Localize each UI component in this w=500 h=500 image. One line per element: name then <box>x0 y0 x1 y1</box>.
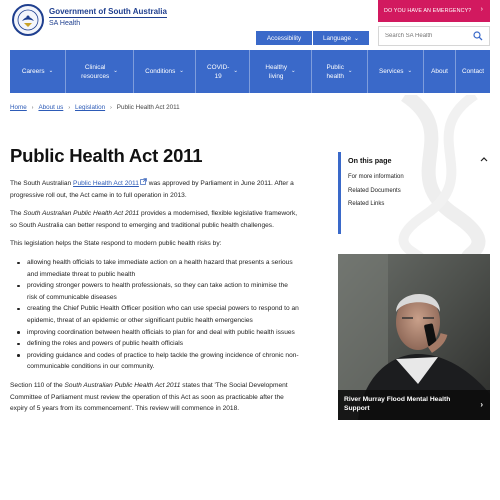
nav-item-label: Services <box>378 68 404 75</box>
search-icon[interactable] <box>473 31 483 43</box>
review-paragraph <box>10 380 300 415</box>
paragraph-text: The <box>10 210 24 218</box>
nav-item-covid-19[interactable] <box>196 50 250 93</box>
intro-paragraph <box>10 178 300 201</box>
list-item: defining the roles and powers of public health officials <box>10 338 300 350</box>
paragraph-text: was approved by Parliament in June 2011. After a progressive roll out, the Act came in to full operation in 2013. <box>10 180 294 199</box>
breadcrumb-current: Public Health Act 2011 <box>116 104 180 111</box>
nav-item-conditions[interactable] <box>134 50 196 93</box>
nav-item-label: Public health <box>326 63 344 80</box>
breadcrumb <box>10 104 180 111</box>
paragraph-text: Section 110 of the <box>10 381 65 389</box>
language-button[interactable] <box>313 31 369 45</box>
chevron-up-icon[interactable] <box>480 156 488 164</box>
breadcrumb-home[interactable]: Home <box>10 104 27 111</box>
on-page-link-more-info[interactable]: For more information <box>348 174 404 180</box>
chevron-down-icon: ⌄ <box>291 68 296 74</box>
search-input[interactable] <box>385 33 465 39</box>
list-item: creating the Chief Public Health Officer position who can use special powers to respond to an epidemic, threat of an epidemic or other significant public health emergencies <box>10 303 300 326</box>
nav-item-label: COVID- 19 <box>207 63 230 80</box>
breadcrumb-legislation[interactable]: Legislation <box>75 104 106 111</box>
paragraph-text: The South Australian <box>10 180 74 187</box>
nav-item-label: Healthy living <box>265 63 288 80</box>
arrow-right-icon: › <box>480 400 483 409</box>
chevron-down-icon: ⌄ <box>233 68 238 74</box>
nav-item-about[interactable] <box>424 50 456 93</box>
chevron-down-icon: ⌄ <box>347 68 353 74</box>
nav-item-public-health[interactable] <box>312 50 368 93</box>
chevron-down-icon: ⌄ <box>48 68 54 74</box>
paragraph-text: states that 'The Social Development Committee of Parliament must review the operation of this Act as soon as practicable after the expiry of 5 years from its commencement'. This review will commence in 2018. <box>10 381 288 413</box>
list-item: providing guidance and codes of practice to help tackle the growing incidence of chronic non-communicable conditions in our community. <box>10 350 300 373</box>
sa-health-label: SA Health <box>49 20 81 27</box>
list-item: providing stronger powers to health professionals, so they can take action to minimise the risk of communicable diseases <box>10 280 300 303</box>
accessibility-button[interactable]: Accessibility <box>256 31 312 45</box>
page-title: Public Health Act 2011 <box>10 145 203 166</box>
act-link-label: Public Health Act 2011 <box>73 180 139 187</box>
chevron-down-icon: ⌄ <box>354 35 360 42</box>
paragraph-text: provides a modernised, flexible legislative framework, so South Australia can better respond to emerging and traditional public health challenges. <box>10 210 298 229</box>
framework-paragraph <box>10 208 300 231</box>
nav-item-label: Careers <box>21 68 45 75</box>
nav-item-healthy-living[interactable] <box>250 50 312 93</box>
chevron-right-icon: › <box>110 104 112 111</box>
language-label: Language <box>322 34 351 42</box>
nav-item-label: Contact <box>461 68 485 75</box>
promo-caption <box>338 390 490 420</box>
nav-item-label: Clinical resources <box>81 63 110 80</box>
external-link-icon <box>140 178 147 185</box>
nav-item-label: Conditions <box>145 68 176 75</box>
nav-item-services[interactable] <box>368 50 424 93</box>
chevron-down-icon: ⌄ <box>179 68 184 74</box>
act-link[interactable] <box>73 180 147 187</box>
list-item: allowing health officials to take immediate action on a health hazard that presents a serious and immediate threat to public health <box>10 257 300 280</box>
nav-item-contact[interactable] <box>456 50 490 93</box>
list-item: improving coordination between health officials to plan for and deal with public health issues <box>10 327 300 339</box>
sa-crest-icon[interactable] <box>12 4 44 36</box>
nav-item-clinical-resources[interactable] <box>66 50 134 93</box>
breadcrumb-about-us[interactable]: About us <box>38 104 64 111</box>
nav-item-careers[interactable] <box>10 50 66 93</box>
chevron-down-icon: ⌄ <box>113 68 118 74</box>
chevron-right-icon: › <box>68 104 70 111</box>
gov-name-link[interactable]: Government of South Australia <box>49 7 167 16</box>
chevron-right-icon: › <box>31 104 34 111</box>
on-page-link-related-links[interactable]: Related Links <box>348 201 385 207</box>
main-nav <box>10 50 490 93</box>
promo-title: River Murray Flood Mental Health Support <box>344 396 451 412</box>
risks-paragraph: This legislation helps the State respond to modern public health risks by: <box>10 240 222 248</box>
on-this-page-panel <box>338 152 490 234</box>
search-field[interactable] <box>378 26 490 46</box>
main-content <box>10 178 300 422</box>
act-title-italic: South Australian Public Health Act 2011 <box>23 210 140 218</box>
risks-list <box>10 257 300 373</box>
emergency-label: DO YOU HAVE AN EMERGENCY? <box>384 8 472 14</box>
on-this-page-heading[interactable]: On this page <box>348 156 392 165</box>
chevron-right-icon: › <box>480 6 483 13</box>
nav-item-label: About <box>431 68 448 75</box>
emergency-button[interactable] <box>378 0 490 22</box>
chevron-down-icon: ⌄ <box>407 68 413 74</box>
site-header <box>0 0 500 50</box>
act-title-italic: South Australian Public Health Act 2011 <box>64 381 181 389</box>
on-page-link-related-documents[interactable]: Related Documents <box>348 187 401 194</box>
promo-card[interactable] <box>338 254 490 420</box>
